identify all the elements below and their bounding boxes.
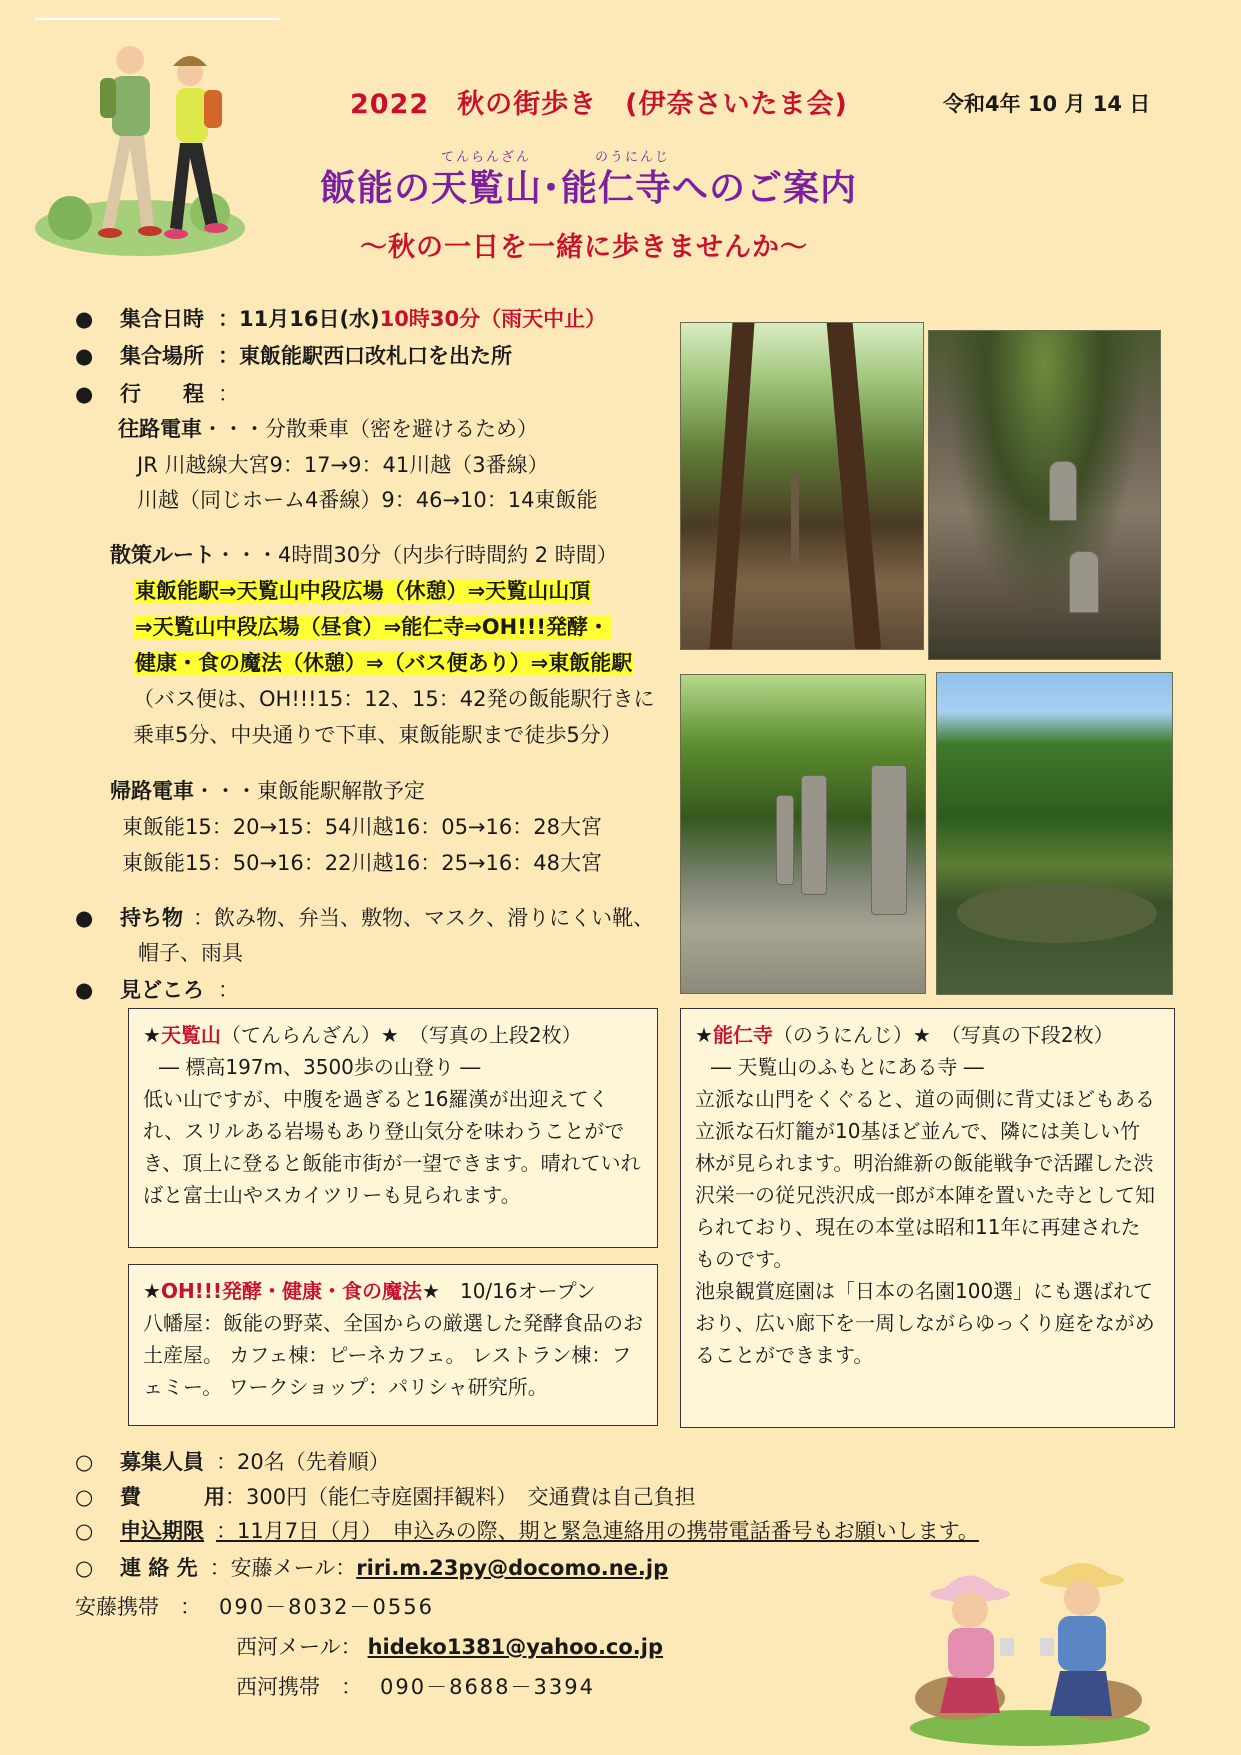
oh-name: OH!!!発酵・健康・食の魔法 <box>160 1279 423 1303</box>
tenranzan-sub: ― 標高197m、3500歩の山登り ― <box>159 1055 481 1079</box>
open-bullet-icon: ○ <box>75 1519 94 1543</box>
route-label: 散策ルート <box>110 543 215 567</box>
bullet-icon: ● <box>75 344 94 368</box>
recruit-value: ：20名（先着順） <box>216 1450 390 1474</box>
contact-row <box>75 1553 668 1583</box>
outbound-row <box>118 414 538 444</box>
highlights-colon: ： <box>218 978 239 1002</box>
route-highlight-2: ⇒天覧山中段広場（昼食）⇒能仁寺⇒OH!!!発酵・ <box>135 615 609 639</box>
items-row <box>75 903 654 933</box>
highlights-row <box>75 975 239 1005</box>
oh-body: 八幡屋：飯能の野菜、全国からの厳選した発酵食品のお土産屋。 カフェ棟：ピーネカフェ。 レストラン棟：フェミー。 ワークショップ：パリシャ研究所。 <box>143 1311 643 1399</box>
ando-phone-row <box>75 1592 434 1622</box>
nouninji-body: 立派な山門をくぐると、道の両側に背丈ほどもある立派な石灯籠が10基ほど並んで、隣には美しい竹林が見られます。明治維新の飯能戦争で活躍した渋沢栄一の従兄渋沢成一郎が本陣を置いた寺として知られており、現在の本堂は昭和11年に再建されたものです。 <box>695 1087 1155 1271</box>
deadline-label: 申込期限 <box>120 1519 204 1543</box>
ruby-nouninji: のうにんじ <box>595 150 671 165</box>
meeting-time-red: 10時30分（雨天中止） <box>379 307 607 331</box>
tenranzan-info-box <box>128 1008 658 1248</box>
meeting-time-label: 集合日時 <box>120 307 204 331</box>
items-value-2: 帽子、雨具 <box>138 941 243 965</box>
nishikawa-phone-row <box>236 1672 595 1702</box>
outbound-line-2: 川越（同じホーム4番線）9：46→10：14東飯能 <box>137 488 598 512</box>
route-bus-2: 乗車5分、中央通りで下車、東飯能駅まで徒歩5分） <box>133 723 622 747</box>
nishikawa-mail-row <box>236 1632 663 1662</box>
main-title: 飯能の天覧山･能仁寺へのご案内 <box>320 168 858 209</box>
nouninji-body-2: 池泉観賞庭園は「日本の名園100選」にも選ばれており、広い廊下を一周しながらゆっくり庭をながめることができます。 <box>695 1279 1155 1367</box>
meeting-place-row <box>75 341 512 371</box>
bullet-icon: ● <box>75 978 94 1002</box>
return-line-2: 東飯能15：50→16：22川越16：25→16：48大宮 <box>122 851 602 875</box>
nouninji-info-box <box>680 1008 1175 1428</box>
ando-phone: 090－8032－0556 <box>219 1595 434 1619</box>
items-label: 持ち物 <box>120 906 183 930</box>
bullet-icon: ● <box>75 906 94 930</box>
route-bus-1: （バス便は、OH!!!15：12、15：42発の飯能駅行きに <box>133 687 655 711</box>
route-row <box>110 540 618 570</box>
tenranzan-name: 天覧山 <box>160 1023 221 1047</box>
oh-info-box <box>128 1264 658 1426</box>
nouninji-reading: （のうにんじ）★ （写真の下段2枚） <box>772 1023 1114 1047</box>
meeting-place-value: ：東飯能駅西口改札口を出た所 <box>218 344 512 368</box>
return-label: 帰路電車 <box>110 779 194 803</box>
ruby-tenranzan: てんらんざん <box>441 150 532 165</box>
contact-label: 連 絡 先 <box>120 1556 198 1580</box>
itinerary-colon: ： <box>218 382 239 406</box>
fee-value: ：300円（能仁寺庭園拝観料） 交通費は自己負担 <box>225 1485 696 1509</box>
ando-mail-link[interactable]: riri.m.23py@docomo.ne.jp <box>356 1556 669 1580</box>
deadline-value: ：11月7日（月） 申込みの際、期と緊急連絡用の携帯電話番号もお願いします。 <box>216 1519 979 1543</box>
photo-rakan-statues <box>928 330 1161 660</box>
fee-row <box>75 1482 696 1512</box>
return-line-1: 東飯能15：20→15：54川越16：05→16：28大宮 <box>122 815 602 839</box>
photo-tenranzan-trail <box>680 322 924 650</box>
fee-label: 費 用 <box>120 1485 225 1509</box>
return-note: ・・・東飯能駅解散予定 <box>194 779 425 803</box>
nishikawa-phone-label: 西河携帯 ： <box>236 1675 362 1699</box>
photo-stone-lanterns <box>680 674 926 994</box>
open-bullet-icon: ○ <box>75 1556 94 1580</box>
route-highlight-1: 東飯能駅⇒天覧山中段広場（休憩）⇒天覧山山頂 <box>135 579 591 603</box>
event-title: 2022 秋の街歩き (伊奈さいたま会) <box>350 89 848 120</box>
nouninji-sub: ― 天覧山のふもとにある寺 ― <box>711 1055 984 1079</box>
open-bullet-icon: ○ <box>75 1450 94 1474</box>
bullet-icon: ● <box>75 382 94 406</box>
nishikawa-mail-label: 西河メール： <box>236 1635 362 1659</box>
ando-phone-label: 安藤携帯 ： <box>75 1595 201 1619</box>
seated-couple-illustration <box>900 1538 1160 1748</box>
photo-temple-garden <box>936 672 1173 995</box>
outbound-label: 往路電車 <box>118 417 202 441</box>
highlights-label: 見どころ <box>120 978 204 1002</box>
walkers-illustration <box>30 28 280 278</box>
tenranzan-reading: （てんらんざん）★ （写真の上段2枚） <box>220 1023 582 1047</box>
bullet-icon: ● <box>75 307 94 331</box>
event-date: 令和4年 10 月 14 日 <box>943 92 1151 116</box>
return-row <box>110 776 425 806</box>
route-highlight-3: 健康・食の魔法（休憩）⇒（バス便あり）⇒東飯能駅 <box>135 651 633 675</box>
outbound-note: ・・・分散乗車（密を避けるため） <box>202 417 538 441</box>
top-rule <box>35 18 280 20</box>
oh-open: ★ 10/16オープン <box>422 1279 596 1303</box>
nishikawa-phone: 090－8688－3394 <box>380 1675 595 1699</box>
itinerary-row <box>75 379 239 409</box>
outbound-line-1: JR 川越線大宮9：17→9：41川越（3番線） <box>137 453 549 477</box>
open-bullet-icon: ○ <box>75 1485 94 1509</box>
star-icon: ★ <box>695 1023 713 1047</box>
ando-mail-label: ：安藤メール： <box>209 1556 357 1580</box>
subtitle: ～秋の一日を一緒に歩きませんか～ <box>360 232 808 263</box>
itinerary-label: 行 程 <box>120 382 204 406</box>
deadline-row <box>75 1516 979 1546</box>
meeting-place-label: 集合場所 <box>120 344 204 368</box>
meeting-time-value: ：11月16日(水) <box>218 307 380 331</box>
tenranzan-body: 低い山ですが、中腹を過ぎると16羅漢が出迎えてくれ、スリルある岩場もあり登山気分を味わうことができ、頂上に登ると飯能市街が一望できます。晴れていればと富士山やスカイツリーも見られます。 <box>143 1087 641 1207</box>
star-icon: ★ <box>143 1279 161 1303</box>
recruit-label: 募集人員 <box>120 1450 204 1474</box>
meeting-time-row <box>75 304 606 334</box>
nishikawa-mail-link[interactable]: hideko1381@yahoo.co.jp <box>367 1635 664 1659</box>
route-note: ・・・4時間30分（内歩行時間約 2 時間） <box>215 543 618 567</box>
items-value: ：飲み物、弁当、敷物、マスク、滑りにくい靴、 <box>193 906 655 930</box>
recruit-row <box>75 1447 390 1477</box>
star-icon: ★ <box>143 1023 161 1047</box>
nouninji-name: 能仁寺 <box>712 1023 773 1047</box>
